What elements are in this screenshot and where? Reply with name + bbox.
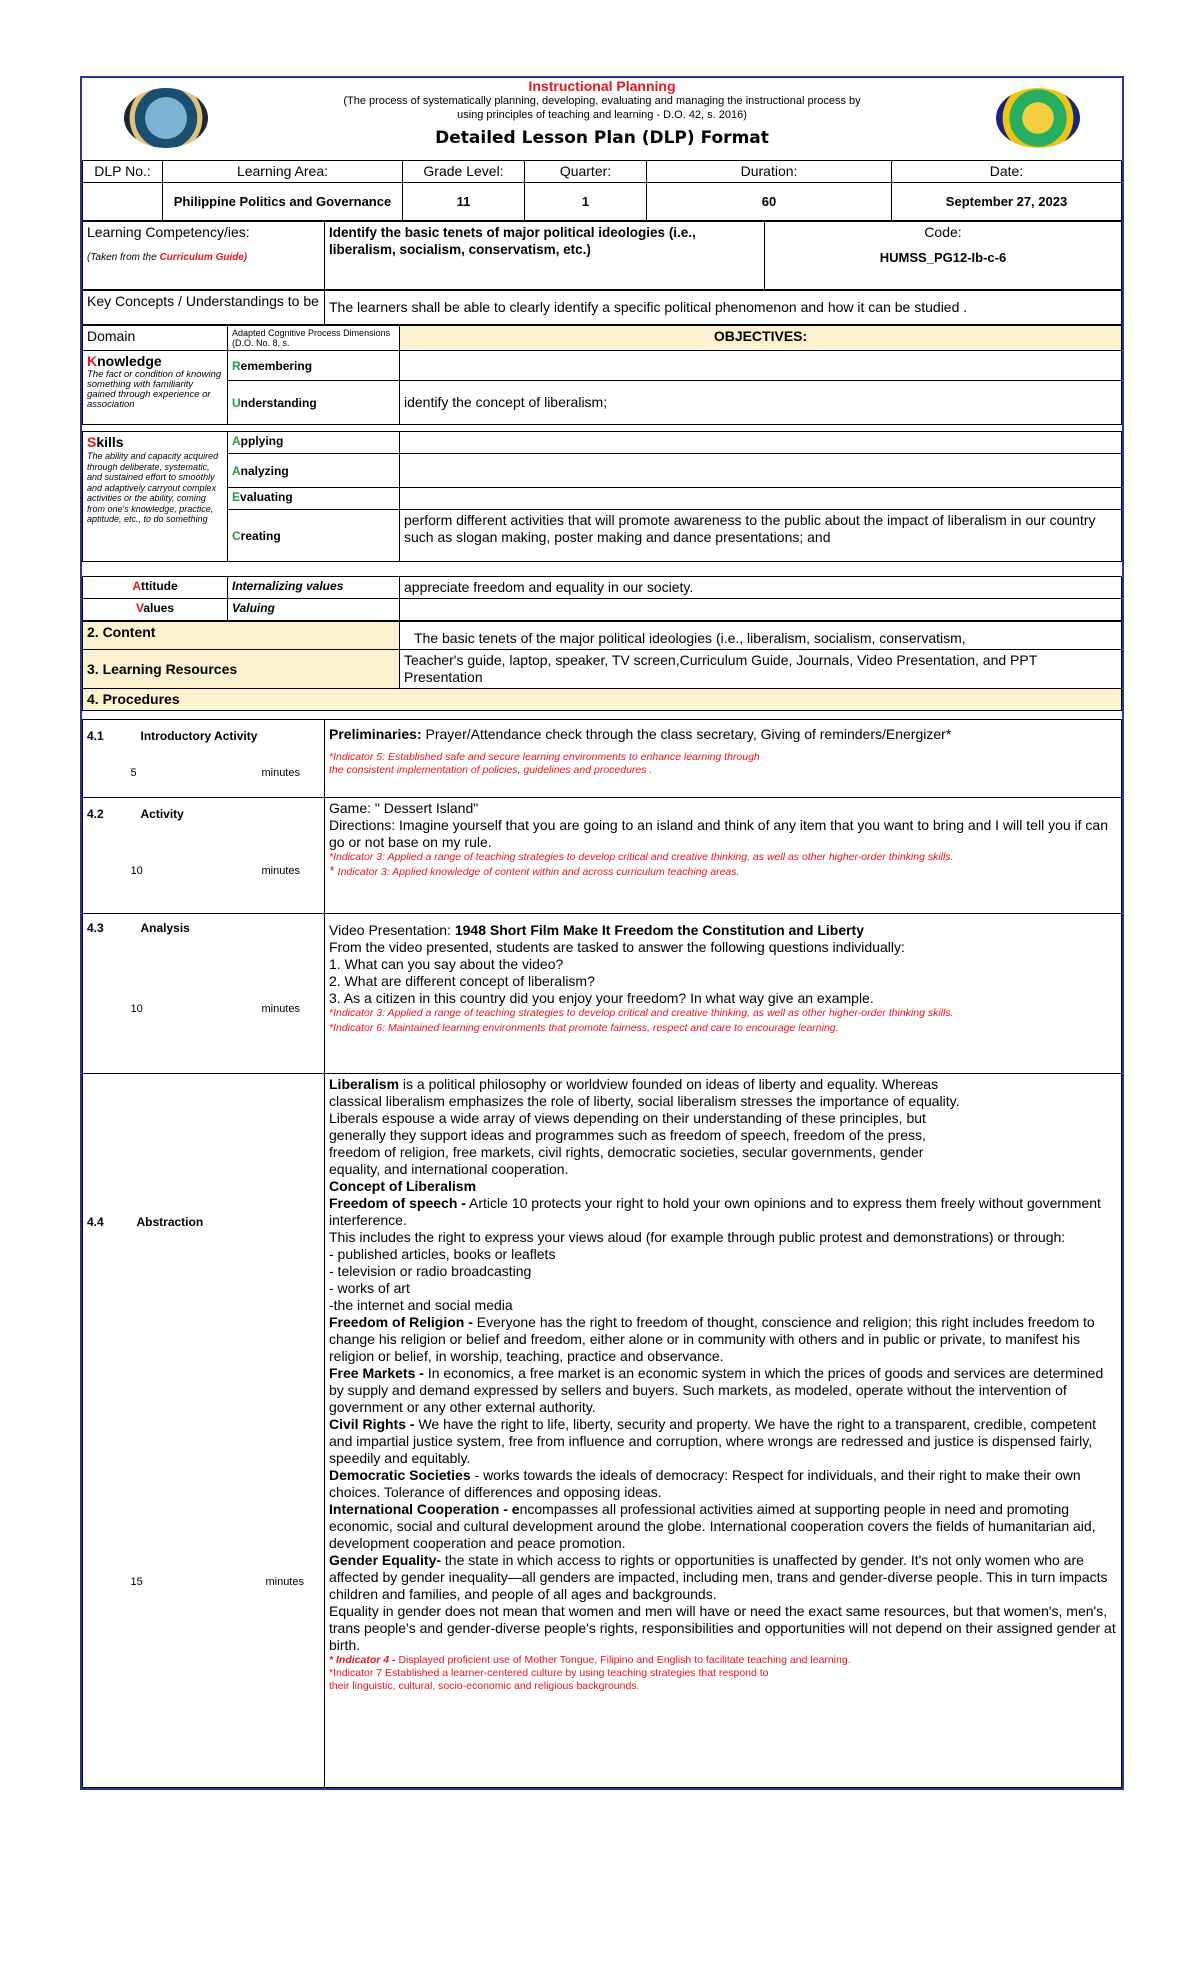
key-concepts-table: [82, 290, 1122, 325]
activity-game: Game: " Dessert Island": [329, 800, 479, 816]
taken-from-prefix: (Taken from the: [87, 252, 160, 263]
freedom-speech-item-2: - television or radio broadcasting: [329, 1263, 532, 1279]
domain-label: Domain: [83, 326, 228, 351]
skills-letter: S: [87, 434, 97, 450]
procedure-row-abstraction: [83, 1074, 1122, 1788]
competency-text: Identify the basic tenets of major political ideologies (i.e., liberalism, socialism, conservatism, etc.): [325, 222, 765, 290]
activity-directions: Directions: Imagine yourself that you are going to an island and think of any item that you want to bring and I will tell you if can go or not base on my rule.: [329, 817, 1108, 850]
creating-objective: perform different activities that will promote awareness to the public about the impact of liberalism in our country such as slogan making, poster making and dance presentations; and: [400, 510, 1122, 562]
skills-rest: kills: [96, 434, 124, 450]
analysis-q3: 3. As a citizen in this country did you enjoy your freedom? In what way give an example.: [329, 990, 874, 1006]
equality-text: Equality in gender does not mean that women and men will have or need the exact same resources, but that women's, men's, trans people's and gender-diverse people's rights, responsibilities and opportunities will not depend on their assigned gender at birth.: [329, 1603, 1116, 1653]
video-title: 1948 Short Film Make It Freedom the Constitution and Liberty: [454, 922, 865, 938]
duration-label: Duration:: [647, 161, 892, 183]
analyzing-letter: A: [232, 463, 241, 478]
date-label: Date:: [892, 161, 1122, 183]
remembering-objective: [400, 351, 1122, 381]
competency-label-cell: [83, 222, 325, 290]
header-title: Instructional Planning: [528, 78, 676, 94]
lesson-plan-document: [80, 76, 1124, 1790]
school-seal-left: [124, 88, 208, 148]
applying-objective: [400, 432, 1122, 454]
attitude-values-table: [82, 576, 1122, 621]
intro-name: Introductory Activity: [140, 729, 258, 743]
applying-letter: A: [232, 434, 241, 448]
democratic-societies-term: Democratic Societies: [329, 1467, 471, 1483]
analysis-num: 4.3: [87, 921, 104, 935]
free-markets-text: In economics, a free market is an economic system in which the prices of goods and services are determined by supply and demand expressed by sellers and buyers. Such markets, as modeled, operate without the intervention of government or any other external authority.: [329, 1365, 1104, 1415]
democratic-societies-text: - works towards the ideals of democracy: Respect for individuals, and their right to make their own choices. Tolerance of differences and opposing ideas.: [329, 1467, 1081, 1500]
freedom-speech-item-4: -the internet and social media: [329, 1297, 513, 1313]
evaluating-rest: valuating: [240, 490, 293, 504]
procedures-table: [82, 719, 1122, 1788]
gender-equality-term: Gender Equality-: [329, 1552, 442, 1568]
analysis-q2: 2. What are different concept of liberalism?: [329, 973, 595, 989]
activity-num: 4.2: [87, 807, 104, 821]
activity-unit: minutes: [261, 865, 300, 877]
activity-mins: 10: [130, 865, 143, 877]
analysis-indicator-1: *Indicator 3: Applied a range of teaching strategies to develop critical and creative thinking, as well as other higher-order thinking skills.: [329, 1007, 954, 1019]
date-value: September 27, 2023: [892, 183, 1122, 221]
duration-value: 60: [647, 183, 892, 221]
taken-from-suffix: ): [243, 252, 248, 263]
freedom-speech-text: Article 10 protects your right to hold your own opinions and to express them freely without government interference.: [329, 1195, 1101, 1228]
abstraction-unit: minutes: [265, 1576, 304, 1588]
freedom-speech-term: Freedom of speech -: [329, 1195, 466, 1211]
freedom-speech-item-1: - published articles, books or leaflets: [329, 1246, 556, 1262]
abstraction-name: Abstraction: [136, 1215, 204, 1229]
procedure-row-intro: [83, 720, 1122, 798]
objectives-label: OBJECTIVES:: [400, 326, 1122, 351]
analysis-mins: 10: [130, 1003, 143, 1015]
liberalism-term: Liberalism: [329, 1076, 400, 1092]
content-resources-table: [82, 621, 1122, 711]
analysis-name: Analysis: [140, 921, 190, 935]
freedom-speech-text2: This includes the right to express your views aloud (for example through public protest and demonstrations) or through:: [329, 1229, 1066, 1245]
free-markets-term: Free Markets -: [329, 1365, 424, 1381]
analysis-unit: minutes: [261, 1003, 300, 1015]
civil-rights-text: We have the right to life, liberty, security and property. We have the right to a transparent, credible, competent and impartial justice system, free from influence and corruption, where wrongs are redressed and justice is dispensed fairly, speedily and equitably.: [329, 1416, 1096, 1466]
freedom-speech-item-3: - works of art: [329, 1280, 410, 1296]
code-value: HUMSS_PG12-Ib-c-6: [879, 250, 1007, 265]
abstraction-indicator-3: their linguistic, cultural, socio-economic and religious backgrounds.: [329, 1680, 640, 1692]
intro-indicator-2: the consistent implementation of policies, guidelines and procedures .: [329, 764, 653, 776]
attitude-process: Internalizing values: [228, 577, 400, 599]
abstraction-indicator-2: *Indicator 7 Established a learner-centered culture by using teaching strategies that respond to: [329, 1667, 769, 1679]
creating-letter: C: [232, 528, 241, 543]
learning-area-value: Philippine Politics and Governance: [163, 183, 403, 221]
header-subtitle-line2: using principles of teaching and learning - D.O. 42, s. 2016): [457, 109, 747, 121]
dlp-no-label: DLP No.:: [83, 161, 163, 183]
intl-cooperation-text: ncompasses all professional activities aimed at supporting people in need and promoting economic, social and cultural development around the globe. International cooperation covers the fields of humanitarian aid, development cooperation and peace promotion.: [329, 1501, 1096, 1551]
competency-table: [82, 221, 1122, 290]
skills-description: The ability and capacity acquired through deliberate, systematic, and sustained effort to smoothly and adaptively carryout complex activities or the ability, coming from one's knowledge, practice, aptitude, etc., to do something: [87, 451, 219, 524]
values-objective: [400, 599, 1122, 621]
evaluating-objective: [400, 488, 1122, 510]
attitude-rest: ttitude: [141, 579, 178, 593]
civil-rights-term: Civil Rights -: [329, 1416, 415, 1432]
skills-cell: [83, 432, 228, 562]
abstraction-indicator-1: Displayed proficient use of Mother Tongue, Filipino and English to facilitate teaching and learning.: [398, 1654, 851, 1666]
prelim-label: Preliminaries:: [329, 726, 422, 742]
content-label: 2. Content: [83, 622, 400, 650]
concept-heading: Concept of Liberalism: [329, 1178, 477, 1194]
activity-indicator-2: Indicator 3: Applied knowledge of content within and across curriculum teaching areas.: [337, 866, 740, 878]
objectives-table: [82, 325, 1122, 425]
understanding-objective: identify the concept of liberalism;: [400, 381, 1122, 425]
analysis-indicator-2: *Indicator 6: Maintained learning environments that promote fairness, respect and care to encourage learning.: [329, 1022, 839, 1034]
document-header: [82, 78, 1122, 160]
analysis-intro: From the video presented, students are tasked to answer the following questions individually:: [329, 939, 905, 955]
format-title: Detailed Lesson Plan (DLP) Format: [435, 128, 769, 148]
procedure-row-activity: [83, 798, 1122, 914]
skills-table: [82, 431, 1122, 562]
abstraction-num: 4.4: [87, 1215, 104, 1229]
competency-label: Learning Competency/ies:: [87, 224, 250, 240]
activity-indicator-1: *Indicator 3: Applied a range of teaching strategies to develop critical and creative thinking, as well as other higher-order thinking skills.: [329, 851, 954, 863]
resources-label: 3. Learning Resources: [83, 650, 400, 689]
evaluating-letter: E: [232, 490, 241, 504]
gender-equality-text: the state in which access to rights or opportunities is unaffected by gender. It's not only women who are affected by gender inequality—all genders are impacted, including men, trans and gender-diverse people. This in turn impacts children and families, and people of all ages and backgrounds.: [329, 1552, 1108, 1602]
grade-level-label: Grade Level:: [403, 161, 525, 183]
grade-level-value: 11: [403, 183, 525, 221]
procedure-row-analysis: [83, 914, 1122, 1074]
attitude-letter: A: [132, 579, 141, 593]
knowledge-letter: K: [87, 353, 98, 369]
quarter-label: Quarter:: [525, 161, 647, 183]
resources-text: Teacher's guide, laptop, speaker, TV screen,Curriculum Guide, Journals, Video Presentation, and PPT Presentation: [400, 650, 1122, 689]
values-process: Valuing: [228, 599, 400, 621]
applying-rest: pplying: [240, 434, 284, 448]
procedures-label: 4. Procedures: [83, 689, 1122, 711]
info-table: [82, 160, 1122, 221]
liberalism-text: is a political philosophy or worldview founded on ideas of liberty and equality. Whereas classical liberalism emphasizes the role of liberty, social liberalism stresses the importance of equality. Liberals espouse a wide array of views depending on their understanding of these principles, but generally they support ideas and programmes such as freedom of speech, freedom of the press, freedom of religion, free markets, civil rights, democratic societies, secular governments, gender equality, and international cooperation.: [329, 1076, 960, 1177]
knowledge-cell: [83, 351, 228, 425]
values-letter: V: [135, 601, 144, 615]
analyzing-rest: nalyzing: [240, 463, 289, 478]
abstraction-indicator-1-label: * Indicator 4 -: [329, 1654, 399, 1666]
header-subtitle-line1: (The process of systematically planning, developing, evaluating and managing the instructional process by: [343, 95, 861, 107]
remembering-rest: emembering: [240, 358, 313, 373]
freedom-religion-term: Freedom of Religion -: [329, 1314, 473, 1330]
code-label: Code:: [924, 224, 962, 240]
activity-indicator-2-star: *: [329, 863, 338, 878]
activity-name: Activity: [140, 807, 184, 821]
abstraction-mins: 15: [130, 1576, 143, 1588]
curriculum-guide-ref: Curriculum Guide: [159, 252, 244, 263]
analysis-q1: 1. What can you say about the video?: [329, 956, 564, 972]
intl-cooperation-term: International Cooperation - e: [329, 1501, 520, 1517]
creating-rest: reating: [240, 528, 281, 543]
understanding-rest: nderstanding: [240, 395, 317, 410]
learning-area-label: Learning Area:: [163, 161, 403, 183]
intro-indicator-1: *Indicator 5: Established safe and secure learning environments to enhance learning through: [329, 751, 760, 763]
knowledge-rest: nowledge: [97, 353, 162, 369]
deped-seal-right: [996, 88, 1080, 148]
understanding-letter: U: [232, 395, 241, 410]
remembering-letter: R: [232, 358, 241, 373]
prelim-text: Prayer/Attendance check through the class secretary, Giving of reminders/Energizer*: [421, 726, 952, 742]
video-label: Video Presentation:: [329, 922, 455, 938]
intro-num: 4.1: [87, 729, 104, 743]
content-text: The basic tenets of the major political ideologies (i.e., liberalism, socialism, conservatism,: [400, 622, 1122, 650]
values-rest: alues: [143, 601, 175, 615]
intro-mins: 5: [130, 767, 137, 779]
analyzing-objective: [400, 454, 1122, 488]
quarter-value: 1: [525, 183, 647, 221]
freedom-religion-text: Everyone has the right to freedom of thought, conscience and religion; this right includes freedom to change his religion or belief and freedom, either alone or in community with others and in public or private, to manifest his religion or belief, in worship, teaching, practice and observance.: [329, 1314, 1095, 1364]
attitude-objective: appreciate freedom and equality in our society.: [400, 577, 1122, 599]
knowledge-description: The fact or condition of knowing something with familiarity gained through experience or association: [87, 369, 222, 410]
key-concepts-label: Key Concepts / Understandings to be: [83, 291, 325, 325]
dlp-no-value: [83, 183, 163, 221]
process-dimension-label: Adapted Cognitive Process Dimensions (D.O. No. 8, s.: [228, 326, 400, 351]
intro-unit: minutes: [261, 767, 300, 779]
key-concepts-text: The learners shall be able to clearly identify a specific political phenomenon and how it can be studied .: [325, 291, 1122, 325]
